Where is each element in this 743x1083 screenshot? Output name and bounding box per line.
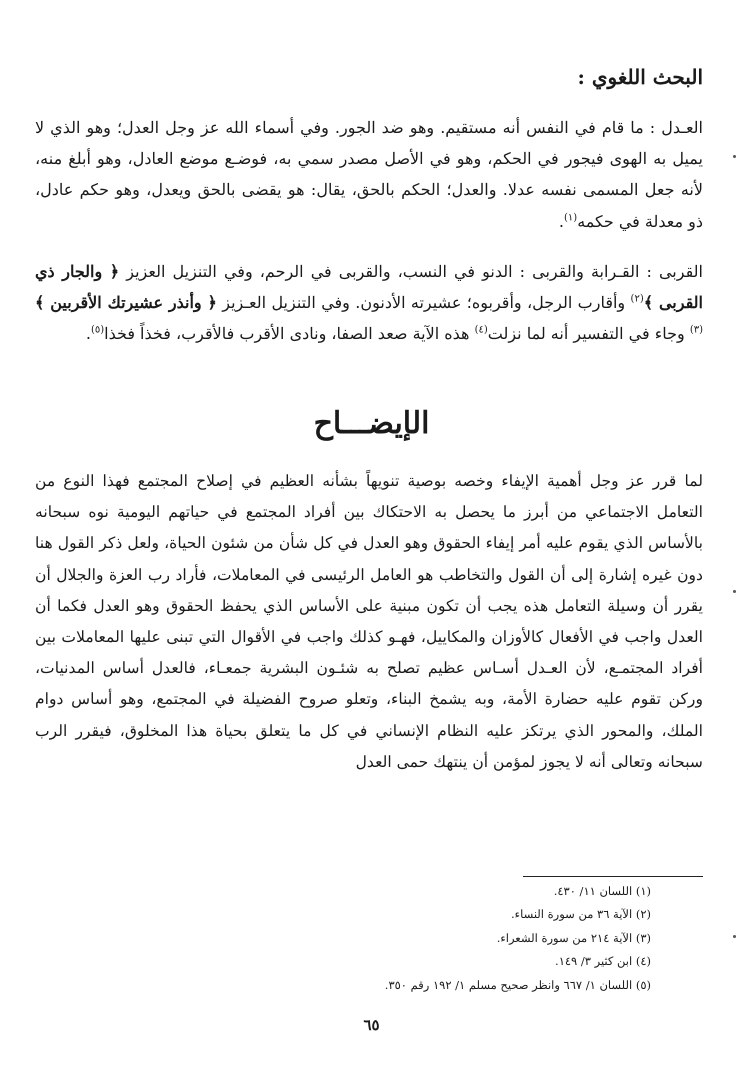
margin-mark bbox=[733, 155, 736, 158]
quran-verse: ﴿ والجار ذي القربى ﴾ bbox=[35, 262, 703, 313]
paragraph-end: . bbox=[558, 211, 565, 231]
footnote-item: (٢) الآية ٣٦ من سورة النساء. bbox=[511, 907, 651, 922]
footnote-item: (٥) اللسان ١/ ٦٦٧ وانظر صحيح مسلم ١/ ١٩٢ رقم ٣٥٠. bbox=[384, 977, 651, 992]
definition-paragraph-qurba bbox=[35, 256, 703, 350]
paragraph-text: هذه الآية صعد الصفا، ونادى الأقرب فالأقرب، فخذاً فخذا bbox=[104, 324, 470, 344]
footnote-ref[interactable]: (٣) bbox=[689, 325, 703, 337]
footnote-item: (٤) ابن كثير ٣/ ١٤٩. bbox=[555, 954, 651, 969]
footnote-ref[interactable]: (٢) bbox=[630, 293, 644, 305]
body-paragraph: لما قرر عز وجل أهمية الإيفاء وخصه بوصية تنويهاً بشأنه العظيم في إصلاح المجتمع فهذا النوع من التعامل الاجتماعي من أبرز ما يحصل به الاحتكاك بين أفراد المجتمع في حياتهم اليومية نوه سبحانه بالأساس الذي يقوم عليه أمر إيفاء الحقوق وهو العدل في كل شأن من شئون الحياة، ولعل ذكر القول هنا دون غيره إشارة إلى أن القول والتخاطب هو العامل الرئيسى في المعاملات، فأراد رب العزة والجلال أن يقرر أن وسيلة التعامل هذه يجب أن تكون مبنية على الأساس الذي يحفظ الحقوق وهو العدل فكما أن العدل واجب في الأفعال كالأوزان والمكاييل، فهـو كذلك واجب في الأقوال التي تبنى عليها المعاملات بين أفراد المجتمـع، لأن العـدل أسـاس عظيم تصلح به شئـون البشرية جمعـاء، فالعدل أساس المدنيات، وركن تقوم عليه حضارة الأمة، وبه يشمخ البناء، وتعلو صروح الفضيلة في المجتمع، وهو أساس دوام الملك، والمحور الذي يرتكز عليه النظام الإنساني في كل ما يتعلق بحياة هذا المخلوق، فيقرر الرب سبحانه وتعالى أنه لا يجوز لمؤمن أن ينتهك حمى العدل bbox=[35, 472, 703, 771]
page-number: ٦٥ bbox=[363, 1016, 380, 1034]
quran-verse: ﴿ وأنذر عشيرتك الأقربين ﴾ bbox=[35, 293, 217, 313]
definition-paragraph-adl bbox=[35, 112, 703, 237]
footnote-ref[interactable]: (٥) bbox=[90, 325, 105, 337]
footnote-divider bbox=[523, 876, 703, 877]
paragraph-text: العـدل : ما قام في النفس أنه مستقيم. وهو ضد الجور. وفي أسماء الله عز وجل العدل؛ وهو الذي لا يميل به الهوى فيجور في الحكم، وهو في الأصل مصدر سمي به، فوضـع موضع العادل، وهو أبلغ منه، لأنه جعل المسمى نفسه عدلا. والعدل؛ الحكم بالحق، يقال: هو يقضى بالحق ويعدل، وهو حكم عادل، ذو معدلة في حكمه bbox=[35, 118, 703, 231]
paragraph-text: القربى : القـرابة والقربى : الدنو في النسب، والقربى في الرحم، وفي التنزيل العزيز bbox=[126, 262, 703, 281]
chapter-title: الإيضـــاح bbox=[313, 406, 430, 441]
margin-mark bbox=[733, 935, 736, 938]
paragraph-text: وجاء في التفسير أنه لما نزلت bbox=[487, 324, 685, 344]
footnote-ref[interactable]: (١) bbox=[564, 212, 578, 224]
footnote-item: (١) اللسان ١١/ ٤٣٠. bbox=[553, 884, 651, 898]
explanation-body bbox=[35, 466, 703, 778]
footnote-item: (٣) الآية ٢١٤ من سورة الشعراء. bbox=[496, 930, 651, 945]
section-heading: البحث اللغوي : bbox=[577, 65, 703, 89]
paragraph-end: . bbox=[85, 324, 91, 344]
margin-mark bbox=[733, 590, 736, 593]
paragraph-text: وأقارب الرجل، وأقربوه؛ عشيرته الأدنون. وفي التنزيل العـزيز bbox=[222, 293, 626, 313]
footnotes-list bbox=[131, 880, 651, 997]
footnote-ref[interactable]: (٤) bbox=[474, 325, 488, 337]
